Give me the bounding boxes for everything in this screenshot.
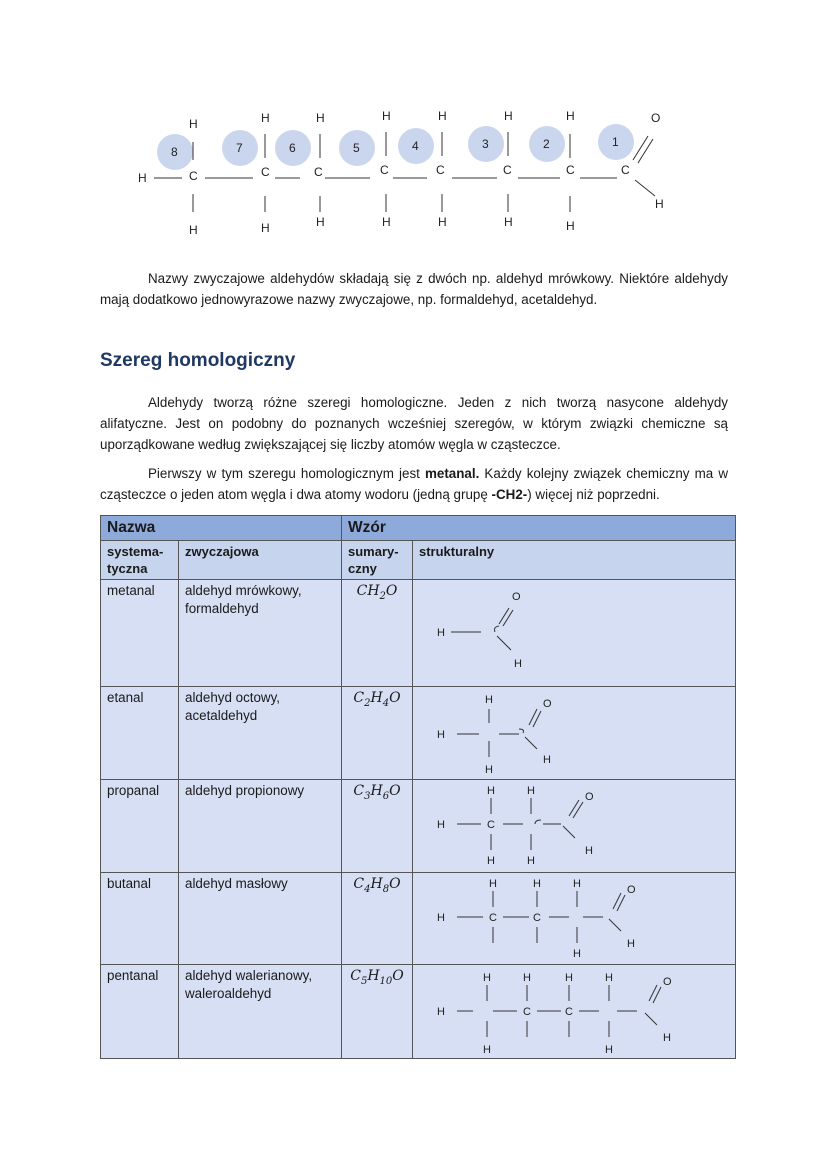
svg-text:H: H — [438, 109, 447, 123]
svg-text:O: O — [585, 791, 594, 803]
common-name: aldehyd walerianowy, waleroaldehyd — [179, 965, 342, 1059]
systematic-name: pentanal — [101, 965, 179, 1059]
svg-text:C: C — [380, 163, 389, 177]
common-name: aldehyd propionowy — [179, 780, 342, 873]
svg-text:4: 4 — [412, 139, 419, 153]
svg-text:C: C — [533, 912, 541, 924]
structural-formula — [413, 873, 736, 965]
subheader-systematic: systema-tyczna — [101, 541, 179, 580]
summary-formula: $C_3H_6O$ — [342, 780, 413, 873]
svg-text:H: H — [585, 845, 593, 857]
svg-text:H: H — [316, 111, 325, 125]
svg-text:H: H — [627, 938, 635, 950]
svg-text:O: O — [512, 591, 521, 603]
homologous-series-table — [100, 515, 736, 1059]
svg-text:O: O — [663, 976, 672, 988]
svg-text:C: C — [436, 163, 445, 177]
svg-text:C: C — [314, 165, 323, 179]
svg-text:H: H — [514, 658, 522, 670]
structural-formula — [413, 965, 736, 1059]
svg-text:H: H — [605, 1044, 613, 1056]
section-title: Szereg homologiczny — [100, 350, 296, 371]
svg-text:H: H — [527, 855, 535, 867]
svg-text:H: H — [487, 855, 495, 867]
summary-formula: $C_5H_{10}O$ — [342, 965, 413, 1059]
paragraph-homologous-series: Aldehydy tworzą różne szeregi homologiczne. Jeden z nich tworzą nasycone aldehydy alifatyczne. Jest on podobny do poznanych wcześniej szeregów, w którym związki chemiczne są uporządkowane według zwiększającej się liczby atomów węgla w cząsteczce. — [100, 395, 728, 452]
svg-text:H: H — [382, 109, 391, 123]
etanal-structure — [413, 687, 735, 777]
pentanal-structure — [413, 965, 735, 1056]
svg-text:H: H — [438, 215, 447, 229]
svg-text:H: H — [663, 1032, 671, 1044]
svg-text:H: H — [565, 972, 573, 984]
systematic-name: butanal — [101, 873, 179, 965]
svg-text:C: C — [566, 163, 575, 177]
intro-paragraph: Nazwy zwyczajowe aldehydów składają się z dwóch np. aldehyd mrówkowy. Niektóre aldehydy mają dodatkowo jednowyrazowe nazwy zwyczajowe, np. formaldehyd, acetaldehyd. — [100, 271, 728, 307]
common-name: aldehyd masłowy — [179, 873, 342, 965]
svg-text:C: C — [189, 169, 198, 183]
svg-text:H: H — [316, 215, 325, 229]
svg-text:3: 3 — [482, 137, 489, 151]
svg-text:H: H — [504, 215, 513, 229]
svg-text:H: H — [261, 221, 270, 235]
svg-text:H: H — [527, 785, 535, 797]
svg-text:C: C — [489, 912, 497, 924]
metanal-structure — [413, 580, 735, 684]
butanal-structure — [413, 873, 735, 962]
svg-text:C: C — [621, 163, 630, 177]
table-row — [101, 780, 736, 873]
subheader-common: zwyczajowa — [179, 541, 342, 580]
subheader-structural: strukturalny — [413, 541, 736, 580]
header-formula: Wzór — [342, 516, 736, 541]
svg-text:H: H — [189, 223, 198, 237]
svg-text:O: O — [651, 111, 661, 125]
svg-text:H: H — [566, 219, 575, 233]
header-name: Nazwa — [101, 516, 342, 541]
systematic-name: propanal — [101, 780, 179, 873]
svg-text:2: 2 — [543, 137, 550, 151]
svg-text:H: H — [533, 878, 541, 890]
svg-text:H: H — [189, 117, 198, 131]
svg-text:H: H — [543, 754, 551, 766]
svg-text:H: H — [382, 215, 391, 229]
octanal-structure — [120, 100, 700, 250]
svg-text:H: H — [605, 972, 613, 984]
table-row — [101, 687, 736, 780]
chain-atoms — [138, 109, 664, 237]
table-row — [101, 580, 736, 687]
common-name: aldehyd mrówkowy, formaldehyd — [179, 580, 342, 687]
svg-text:6: 6 — [289, 141, 296, 155]
svg-text:H: H — [485, 694, 493, 706]
svg-text:H: H — [573, 948, 581, 960]
propanal-structure — [413, 780, 735, 870]
table-subheader-row — [101, 541, 736, 580]
summary-formula: $CH_2O$ — [342, 580, 413, 687]
svg-text:5: 5 — [353, 141, 360, 155]
svg-text:H: H — [437, 819, 445, 831]
svg-text:H: H — [437, 627, 445, 639]
svg-text:C: C — [523, 1006, 531, 1018]
svg-text:H: H — [437, 1006, 445, 1018]
svg-text:C: C — [503, 163, 512, 177]
structural-formula — [413, 780, 736, 873]
svg-text:H: H — [437, 729, 445, 741]
svg-text:C: C — [487, 819, 495, 831]
svg-text:H: H — [485, 764, 493, 776]
svg-text:O: O — [543, 698, 552, 710]
svg-text:7: 7 — [236, 141, 243, 155]
svg-text:C: C — [261, 165, 270, 179]
svg-text:H: H — [489, 878, 497, 890]
svg-text:H: H — [566, 109, 575, 123]
common-name: aldehyd octowy, acetaldehyd — [179, 687, 342, 780]
svg-text:H: H — [655, 197, 664, 211]
svg-text:8: 8 — [171, 145, 178, 159]
table-row — [101, 873, 736, 965]
svg-text:H: H — [487, 785, 495, 797]
paragraph-metanal: Pierwszy w tym szeregu homologicznym jest metanal. Każdy kolejny związek chemiczny ma w cząsteczce o jeden atom węgla i dwa atomy wodoru (jedną grupę -CH2-) więcej niż poprzedni. — [100, 466, 728, 502]
carbon-number-circles — [157, 124, 634, 170]
svg-text:H: H — [483, 972, 491, 984]
svg-text:H: H — [504, 109, 513, 123]
svg-text:H: H — [523, 972, 531, 984]
table-header-row — [101, 516, 736, 541]
svg-text:H: H — [573, 878, 581, 890]
table-row — [101, 965, 736, 1059]
structural-formula — [413, 580, 736, 687]
systematic-name: etanal — [101, 687, 179, 780]
svg-text:C: C — [565, 1006, 573, 1018]
summary-formula: $C_2H_4O$ — [342, 687, 413, 780]
svg-text:H: H — [261, 111, 270, 125]
svg-text:H: H — [483, 1044, 491, 1056]
svg-text:H: H — [437, 912, 445, 924]
summary-formula: $C_4H_8O$ — [342, 873, 413, 965]
subheader-summary: sumary-czny — [342, 541, 413, 580]
structural-formula — [413, 687, 736, 780]
svg-text:O: O — [627, 884, 636, 896]
svg-text:1: 1 — [612, 135, 619, 149]
svg-text:H: H — [138, 171, 147, 185]
systematic-name: metanal — [101, 580, 179, 687]
